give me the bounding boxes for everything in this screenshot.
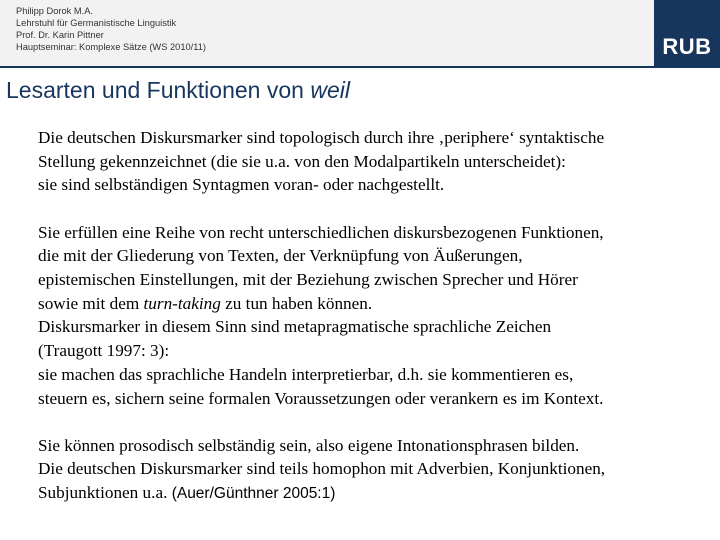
author-info [16, 5, 206, 53]
p2-line-7: sie machen das sprachliche Handeln interpretierbar, d.h. sie kommentieren es, [38, 364, 574, 384]
p2-line-8: steuern es, sichern seine formalen Voraussetzungen oder verankern es im Kontext. [38, 388, 604, 408]
slide-header [0, 0, 720, 66]
p1-line-3: sie sind selbständigen Syntagmen voran- oder nachgestellt. [38, 175, 445, 195]
professor: Prof. Dr. Karin Pittner [16, 30, 104, 40]
citation: (Auer/Günthner 2005:1) [171, 485, 336, 503]
title-prefix: Lesarten und Funktionen von [6, 77, 311, 103]
p3-line-1: Sie können prosodisch selbständig sein, also eigene Intonationsphrasen bilden. [38, 435, 580, 455]
p2-line-1: Sie erfüllen eine Reihe von recht unterschiedlichen diskursbezogenen Funktionen, [38, 222, 604, 242]
p2-line-6: (Traugott 1997: 3): [38, 341, 170, 361]
p1-line-1: Die deutschen Diskursmarker sind topologisch durch ihre ‚periphere‘ syntaktische [38, 128, 605, 147]
p3-line-3 [38, 481, 714, 506]
p2-line-3: epistemischen Einstellungen, mit der Beziehung zwischen Sprecher und Hörer [38, 270, 578, 290]
seminar: Hauptseminar: Komplexe Sätze (WS 2010/11) [16, 42, 206, 52]
header-divider [0, 66, 720, 68]
p2-line-5: Diskursmarker in diesem Sinn sind metapragmatische sprachliche Zeichen [38, 317, 552, 337]
slide-body [38, 126, 714, 529]
title-emphasis: weil [310, 77, 350, 103]
p2-line-4 [38, 292, 714, 316]
p1-line-2: Stellung gekennzeichnet (die sie u.a. von den Modalpartikeln unterscheidet): [38, 151, 566, 171]
paragraph-3 [38, 434, 714, 506]
p2-line-4-after: zu tun haben können. [220, 293, 373, 313]
p2-line-2: die mit der Gliederung von Texten, der Verknüpfung von Äußerungen, [38, 246, 523, 266]
slide-title [6, 76, 350, 104]
p3-line-2: Die deutschen Diskursmarker sind teils homophon mit Adverbien, Konjunktionen, [38, 459, 606, 479]
p3-line-3-before: Subjunktionen u.a. [38, 483, 172, 503]
paragraph-2 [38, 221, 714, 411]
department: Lehrstuhl für Germanistische Linguistik [16, 18, 177, 28]
rub-logo [654, 0, 720, 66]
turn-taking-term: turn-taking [143, 293, 221, 313]
paragraph-1 [38, 126, 714, 197]
author-name: Philipp Dorok M.A. [16, 6, 93, 16]
p2-line-4-before: sowie mit dem [38, 293, 144, 313]
logo-text: RUB [662, 34, 712, 59]
